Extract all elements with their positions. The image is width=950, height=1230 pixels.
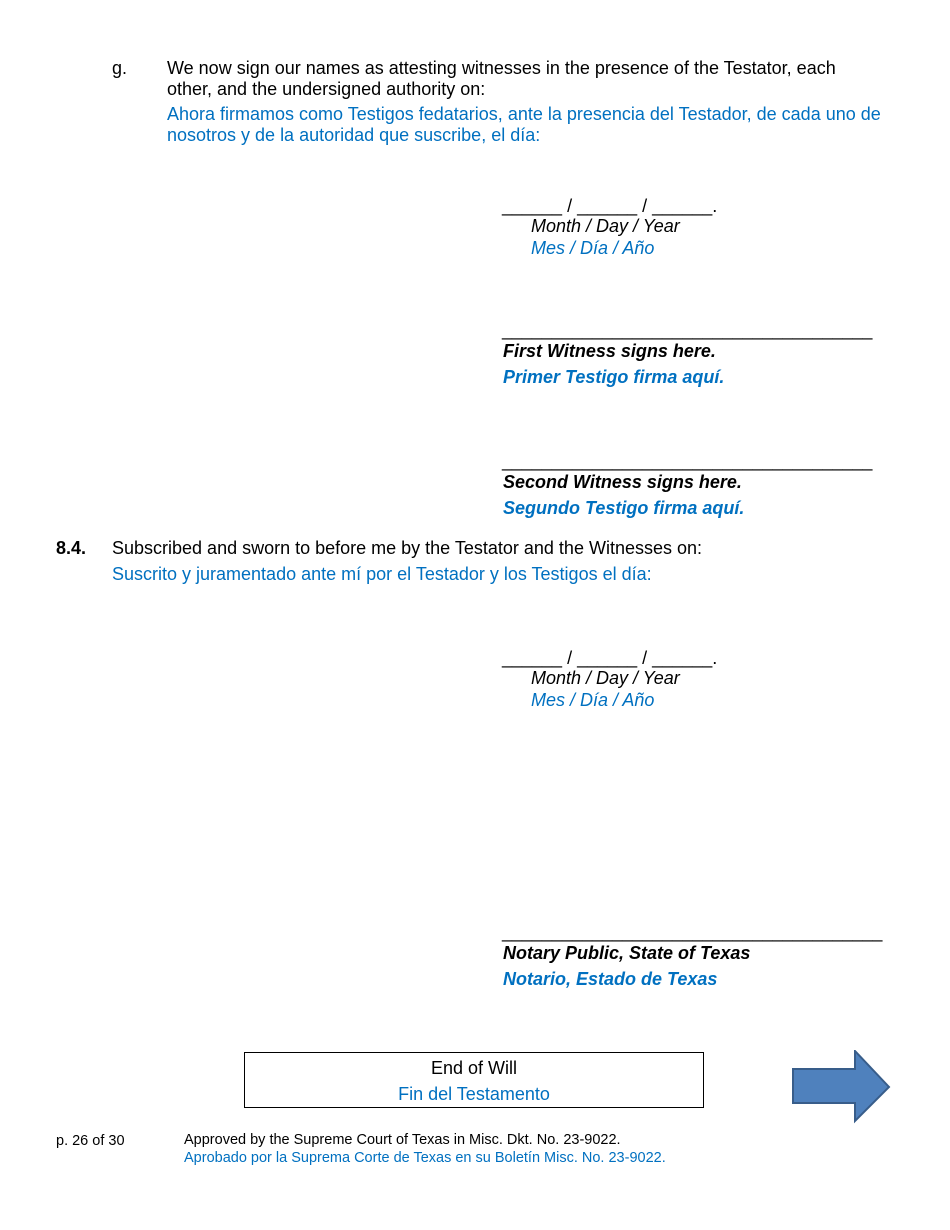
notary-signature-line: ______________________________________ bbox=[502, 922, 883, 942]
end-of-will-spanish: Fin del Testamento bbox=[398, 1084, 550, 1104]
footer-approval-english: Approved by the Supreme Court of Texas in Misc. Dkt. No. 23-9022. bbox=[184, 1132, 621, 1148]
date-label-en-2: Month / Day / Year bbox=[531, 668, 680, 688]
end-of-will-english: End of Will bbox=[430, 1058, 518, 1078]
item-g-english-text: We now sign our names as attesting witnesses in the presence of the Testator, each other, and the undersigned authority on: bbox=[167, 58, 836, 99]
item-g-marker: g. bbox=[112, 58, 128, 78]
section-8-4-number: 8.4. bbox=[56, 538, 87, 558]
footer-approval-spanish: Aprobado por la Suprema Corte de Texas en su Boletín Misc. No. 23-9022. bbox=[184, 1150, 666, 1166]
date-line-2: ______ / ______ / ______. bbox=[502, 648, 718, 668]
date-label-es-2: Mes / Día / Año bbox=[531, 690, 655, 710]
date-line-1: ______ / ______ / ______. bbox=[502, 196, 718, 216]
footer-page-number: p. 26 of 30 bbox=[56, 1133, 125, 1149]
right-arrow-icon[interactable] bbox=[792, 1050, 892, 1124]
notary-label-es: Notario, Estado de Texas bbox=[503, 969, 718, 989]
first-witness-signature-line: _____________________________________ bbox=[502, 320, 873, 340]
first-witness-label-es: Primer Testigo firma aquí. bbox=[503, 367, 725, 387]
first-witness-label-en: First Witness signs here. bbox=[503, 341, 716, 361]
section-8-4-spanish-text: Suscrito y juramentado ante mí por el Testador y los Testigos el día: bbox=[112, 564, 652, 584]
section-8-4-english-text: Subscribed and sworn to before me by the Testator and the Witnesses on: bbox=[112, 538, 703, 558]
date-label-en-1: Month / Day / Year bbox=[531, 216, 680, 236]
date-label-es-1: Mes / Día / Año bbox=[531, 238, 655, 258]
notary-label-en: Notary Public, State of Texas bbox=[503, 943, 751, 963]
item-g-spanish-text: Ahora firmamos como Testigos fedatarios, ante la presencia del Testador, de cada uno de nosotros y de la autoridad que suscribe, el día: bbox=[167, 104, 881, 145]
second-witness-label-es: Segundo Testigo firma aquí. bbox=[503, 498, 745, 518]
end-of-will-box bbox=[244, 1052, 704, 1108]
second-witness-label-en: Second Witness signs here. bbox=[503, 472, 742, 492]
second-witness-signature-line: _____________________________________ bbox=[502, 451, 873, 471]
